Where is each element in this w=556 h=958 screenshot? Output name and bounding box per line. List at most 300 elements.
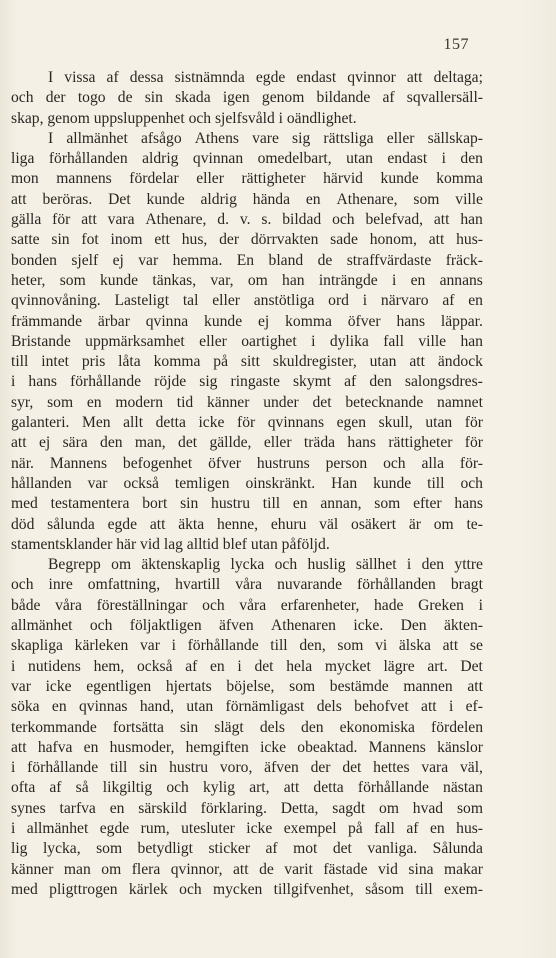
word: ej (257, 312, 270, 330)
word: En (236, 251, 255, 269)
word: slägt (214, 718, 244, 736)
word: galanteri. (11, 414, 70, 432)
word: han (460, 332, 483, 350)
word: bragt (450, 576, 483, 594)
word: utan (186, 698, 214, 716)
word: i (448, 698, 454, 716)
word: allmänhet (11, 617, 73, 635)
word: en (86, 393, 102, 411)
word: i (237, 657, 242, 675)
word: detta (313, 779, 344, 797)
text-line (11, 372, 483, 392)
word: varit (284, 860, 313, 878)
word: tid (176, 393, 194, 411)
word: qvinnor, (170, 860, 223, 878)
word: egde (255, 69, 286, 86)
text-line (11, 271, 483, 291)
word: Han (331, 474, 358, 492)
word: sticker (208, 840, 251, 858)
word: äfven (264, 759, 299, 777)
word: belefvad, (365, 211, 424, 229)
word: föreställningar (96, 596, 188, 614)
word: också (123, 474, 159, 492)
text-line (11, 291, 483, 311)
word: dessa (129, 69, 164, 86)
word: eller (263, 434, 292, 452)
word: straffvärdaste (346, 251, 432, 269)
word: på (347, 819, 363, 837)
text-line: stamentsklander här vid lag alltid blef utan påföljd. (11, 535, 330, 553)
text-line (11, 88, 483, 108)
word: var, (210, 271, 234, 289)
word: af (442, 292, 455, 310)
word: hans (347, 434, 376, 452)
word: igen (222, 89, 250, 107)
word: den (301, 718, 324, 736)
text-line (11, 393, 483, 413)
word: fall (374, 819, 395, 837)
word: genom (261, 89, 305, 107)
word: osäkert (351, 515, 397, 533)
word: att (428, 231, 445, 249)
word: sig (199, 373, 218, 391)
word: och (202, 596, 225, 614)
word: exempel (283, 819, 337, 837)
word: Greken (418, 596, 464, 614)
word: icke. (353, 617, 384, 635)
word: kärlek (128, 880, 168, 898)
word: och (89, 617, 113, 635)
word: att (442, 637, 459, 655)
word: icke (198, 414, 225, 432)
word: Detta, (280, 799, 319, 817)
word: att (467, 677, 483, 695)
word: var (140, 637, 160, 655)
word: bestämde (329, 677, 389, 695)
word: erfarenheter, (280, 596, 360, 614)
word: förhållande (27, 759, 99, 777)
word: förhållanden (357, 576, 436, 594)
word: en (210, 657, 225, 675)
word: till (415, 880, 433, 898)
word: ekonomiska (339, 718, 415, 736)
word: art, (249, 779, 270, 797)
word: likgiltig (102, 779, 153, 797)
word: lig (11, 840, 28, 858)
word: makar (444, 860, 483, 878)
page-number: 157 (443, 36, 469, 53)
word: I (48, 129, 54, 147)
word: af (49, 779, 62, 797)
paragraph (11, 68, 483, 129)
word: att (406, 69, 423, 86)
word: i (11, 819, 16, 837)
word: sig (292, 129, 311, 147)
word: pligttrogen (49, 880, 118, 898)
word: egde (107, 515, 138, 533)
word: detta (155, 414, 186, 432)
word: namnet (437, 393, 483, 411)
word: vi (375, 637, 388, 655)
text-line (11, 515, 483, 535)
word: yttre (454, 556, 483, 574)
word: tänkas, (152, 271, 197, 289)
word: hans (454, 495, 483, 513)
word: kunde (146, 190, 185, 208)
text-line (11, 129, 483, 149)
word: när. (11, 454, 34, 472)
word: fördelen (431, 718, 483, 736)
word: skymt (292, 373, 332, 391)
text-line (11, 352, 483, 372)
word: lycka, (42, 840, 81, 858)
word: förhållanden (48, 150, 128, 168)
word: fot (81, 231, 99, 249)
word: särskild (138, 799, 187, 817)
word: s. (261, 211, 272, 229)
text-line (11, 697, 483, 717)
word: lägre (383, 657, 415, 675)
word: både (11, 596, 41, 614)
word: om (379, 799, 399, 817)
word: var (138, 251, 159, 269)
word: älska (398, 637, 431, 655)
word: bonden (11, 251, 57, 269)
word: var (11, 677, 31, 695)
word: betecknande (345, 393, 424, 411)
word: kunde (373, 474, 412, 492)
word: nutidens (28, 657, 81, 675)
word: egde (99, 819, 130, 837)
word: till (427, 474, 445, 492)
word: hvartill (175, 576, 221, 594)
word: der (219, 231, 240, 249)
word: Mannens (49, 454, 108, 472)
word: annans (439, 271, 483, 289)
word: kunde (204, 312, 243, 330)
word: afsågo (140, 129, 182, 147)
word: en (468, 292, 483, 310)
word: temligen (174, 474, 230, 492)
word: i (478, 596, 483, 614)
word: äfven (219, 617, 254, 635)
word: mannens (56, 170, 112, 188)
word: och (11, 576, 34, 594)
word: komma (153, 353, 201, 371)
word: i (406, 556, 412, 574)
text-line (11, 799, 483, 819)
word: bildad (282, 211, 322, 229)
word: vid (378, 860, 398, 878)
word: omedelbart, (257, 150, 332, 168)
word: till (270, 637, 288, 655)
word: som (47, 393, 74, 411)
word: Begrepp (48, 556, 101, 574)
word: hans (396, 312, 426, 330)
word: och (274, 556, 298, 574)
word: af (185, 657, 198, 675)
word: hända (252, 190, 290, 208)
word: förhållande (187, 637, 259, 655)
word: annan, (320, 495, 362, 513)
word: de (259, 860, 274, 878)
text-line (11, 68, 483, 88)
word: vare (252, 129, 279, 147)
word: så (75, 779, 89, 797)
word: modern (115, 393, 163, 411)
word: känner (11, 860, 54, 878)
text-line (11, 860, 483, 880)
word: oartighet (241, 332, 297, 350)
word: man, (134, 434, 166, 452)
word: som (413, 190, 440, 208)
word: utan (369, 353, 397, 371)
word: Athenare, (336, 190, 398, 208)
word: inom (110, 231, 143, 249)
word: ändock (437, 353, 483, 371)
word: hans (28, 373, 57, 391)
word: förhållande (70, 373, 142, 391)
word: för (464, 434, 483, 452)
text-line (11, 596, 483, 616)
word: der (45, 89, 66, 107)
word: terkommande (11, 718, 97, 736)
text-line (11, 819, 483, 839)
word: sin (180, 718, 199, 736)
word: läppar. (440, 312, 483, 330)
word: böjelse, (226, 677, 275, 695)
word: i (391, 271, 397, 289)
word: af (265, 840, 278, 858)
word: hus- (456, 231, 483, 249)
word: som (337, 637, 364, 655)
word: man (63, 860, 91, 878)
word: hettes (373, 759, 410, 777)
text-line (11, 555, 483, 575)
word: fördelar (129, 170, 179, 188)
word: komma (285, 312, 332, 330)
word: Bristande (11, 332, 71, 350)
word: i (441, 150, 446, 168)
word: utan (425, 414, 453, 432)
word: en (51, 698, 67, 716)
word: en (83, 738, 99, 756)
text-line (11, 778, 483, 798)
word: att (233, 860, 249, 878)
word: den, (299, 637, 326, 655)
word: förnämligast (225, 698, 305, 716)
word: om (101, 860, 122, 878)
word: och (11, 89, 34, 107)
word: närvaro (380, 292, 429, 310)
word: Athenare, (145, 211, 207, 229)
word: hem, (93, 657, 125, 675)
word: för (237, 414, 256, 432)
word: allmänhet (66, 129, 128, 147)
text-line (11, 210, 483, 230)
word: träda (303, 434, 336, 452)
word: aldrig (142, 150, 179, 168)
word: var (87, 474, 108, 492)
word: aldrig (200, 190, 237, 208)
word: fräck- (445, 251, 483, 269)
word: rum, (140, 819, 170, 837)
word: gälla (11, 211, 42, 229)
word: exem- (443, 880, 483, 898)
text-line (11, 657, 483, 677)
word: förhållande (357, 779, 429, 797)
text-line (11, 839, 483, 859)
word: som (374, 495, 401, 513)
word: af (106, 69, 119, 86)
word: husmoder, (109, 738, 175, 756)
word: rättigheter (241, 170, 306, 188)
word: art. (427, 657, 448, 675)
word: att (11, 434, 27, 452)
word: egentligen (86, 677, 152, 695)
word: som (59, 271, 86, 289)
word: qvinnas (78, 698, 128, 716)
text-line (11, 758, 483, 778)
word: hustru (169, 759, 209, 777)
word: kylig (202, 779, 236, 797)
word: ej (38, 434, 51, 452)
word: sqvallersäll- (406, 89, 483, 107)
word: Mannens (368, 738, 426, 756)
word: dörrvakten (250, 231, 319, 249)
word: ärbar (97, 312, 130, 330)
word: skull, (378, 414, 413, 432)
word: te- (466, 515, 483, 533)
word: hela (286, 657, 313, 675)
word: sade (330, 231, 358, 249)
word: våra (235, 576, 263, 594)
word: öfver (208, 454, 241, 472)
word: om (247, 271, 268, 289)
word: d. (217, 211, 229, 229)
word: mot (293, 840, 318, 858)
word: den (100, 434, 123, 452)
word: bildande (316, 89, 371, 107)
word: en (305, 190, 321, 208)
word: om (433, 515, 454, 533)
word: Det (108, 190, 131, 208)
word: icke (246, 819, 273, 837)
word: i (311, 332, 316, 350)
word: inre (48, 576, 73, 594)
word: att (283, 779, 300, 797)
word: qvinnovåning. (11, 292, 101, 310)
word: våra (239, 596, 267, 614)
word: kunde (380, 170, 419, 188)
word: hade (374, 596, 404, 614)
text-line (11, 677, 483, 697)
word: sin (180, 495, 199, 513)
word: huslig (307, 556, 346, 574)
word: tarfva (59, 799, 96, 817)
word: ord (328, 292, 349, 310)
text-line (11, 312, 483, 332)
word: en (429, 819, 445, 837)
word: sin (51, 231, 70, 249)
text-line (11, 718, 483, 738)
text-line (11, 474, 483, 494)
paragraph (11, 555, 483, 900)
word: sällskap- (427, 129, 483, 147)
word: mycken (212, 880, 263, 898)
word: qvinnan (192, 150, 244, 168)
word: utan (346, 150, 373, 168)
word: Athenaren (271, 617, 336, 635)
word: skada (175, 89, 211, 107)
word: synes (11, 799, 46, 817)
word: honom, (369, 231, 417, 249)
text-line (11, 332, 483, 352)
word: tal (182, 292, 199, 310)
word: att (421, 698, 437, 716)
word: alla (421, 454, 445, 472)
word: fortsätta (112, 718, 164, 736)
word: på (213, 353, 228, 371)
word: af (344, 373, 357, 391)
word: der (310, 759, 331, 777)
word: sålunda (47, 515, 95, 533)
word: till (109, 759, 128, 777)
word: öfver (347, 312, 381, 330)
word: med (11, 495, 38, 513)
word: af (406, 819, 419, 837)
word: ville (418, 332, 447, 350)
word: om (111, 556, 132, 574)
word: oinskränkt. (245, 474, 316, 492)
text-line (11, 494, 483, 514)
word: en (292, 495, 308, 513)
word: väl (319, 515, 339, 533)
word: betydligt (137, 840, 193, 858)
word: se (469, 637, 483, 655)
word: för (464, 414, 483, 432)
word: de (317, 251, 333, 269)
word: ef- (465, 698, 483, 716)
word: efter (413, 495, 442, 513)
word: hvad (412, 799, 444, 817)
text-line (11, 738, 483, 758)
word: härvid (323, 170, 363, 188)
word: känslor (437, 738, 483, 756)
word: för (52, 211, 71, 229)
word: är (408, 515, 421, 533)
word: beröras. (42, 190, 93, 208)
text-line (11, 575, 483, 595)
word: det (312, 393, 332, 411)
text-line (11, 190, 483, 210)
word: egen (336, 414, 367, 432)
word: icke (260, 738, 287, 756)
word: utesluter (181, 819, 235, 837)
text-line (11, 230, 483, 250)
word: hemma. (172, 251, 223, 269)
word: ett (154, 231, 170, 249)
word: känner (207, 393, 250, 411)
word: salongsdres- (404, 373, 483, 391)
word: eller (386, 129, 415, 147)
word: hustruns (256, 454, 310, 472)
word: att (81, 211, 97, 229)
word: mycket (324, 657, 371, 675)
word: sin (139, 759, 158, 777)
word: sagdt (332, 799, 366, 817)
word: endast (387, 150, 428, 168)
